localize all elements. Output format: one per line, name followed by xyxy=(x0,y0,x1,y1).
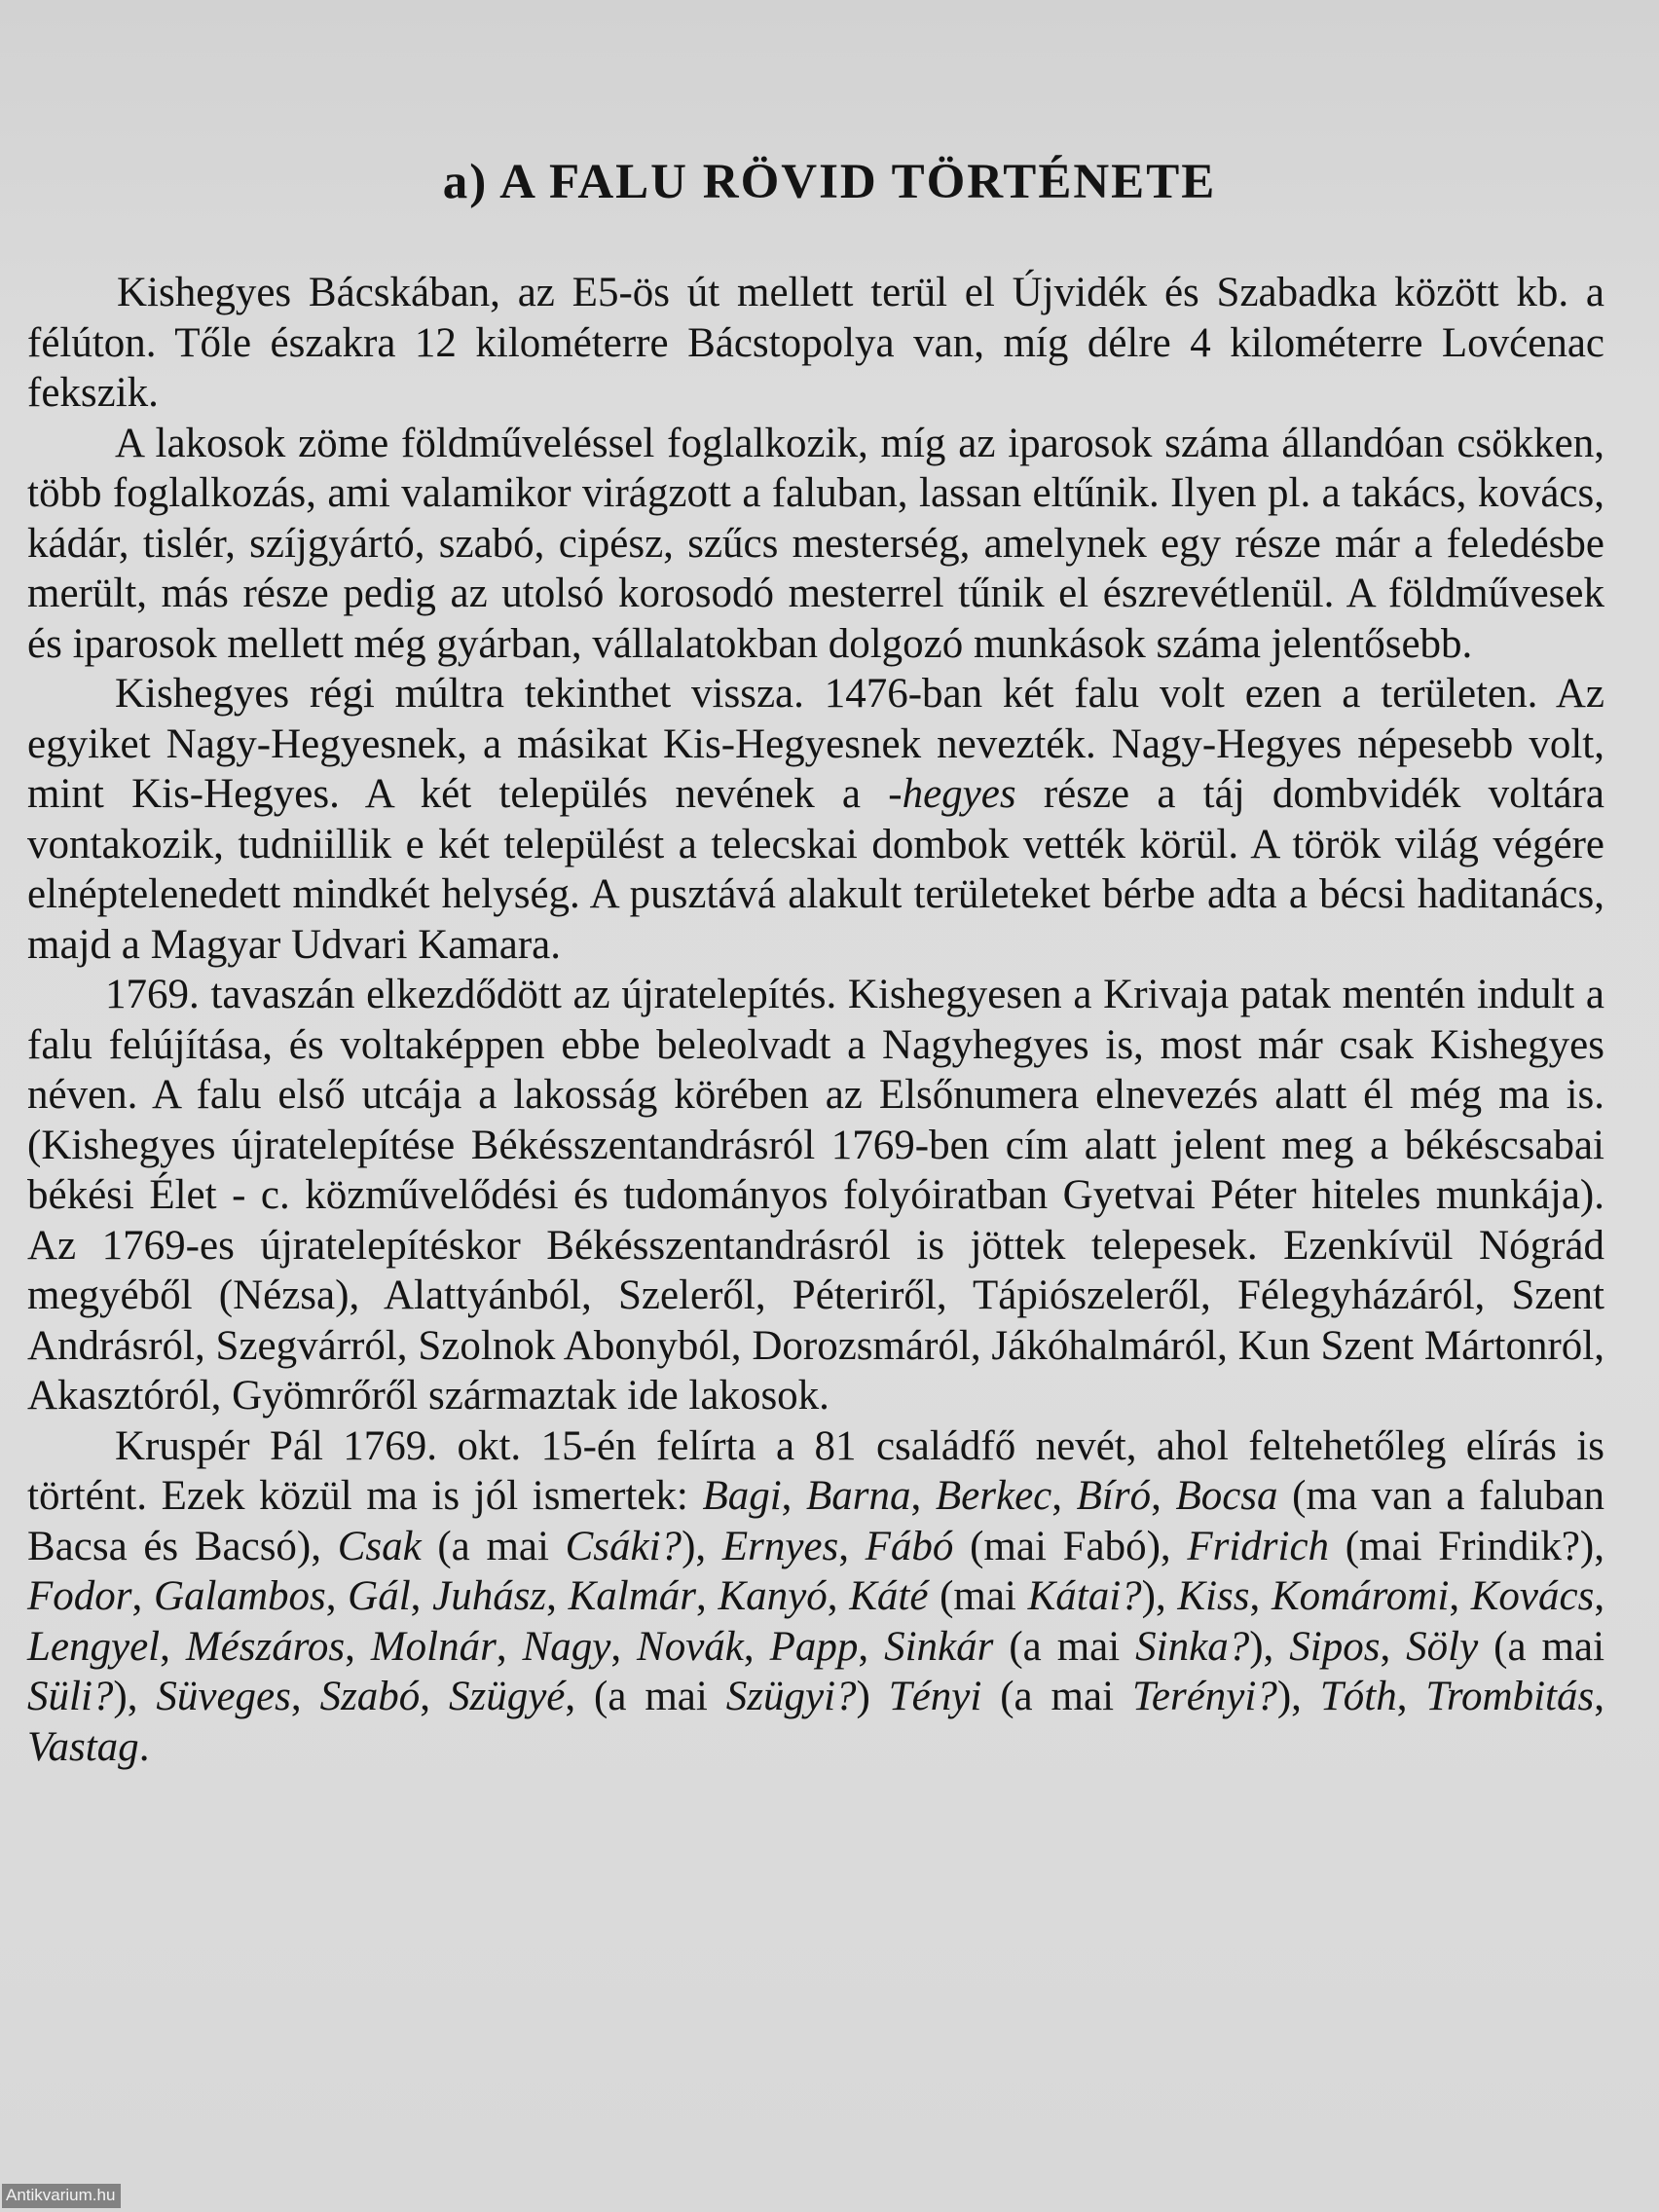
name-item: Szügyi? xyxy=(725,1674,857,1719)
name-item: Novák xyxy=(637,1623,744,1670)
name-item: Terényi? xyxy=(1131,1674,1277,1719)
hegyes-term: -hegyes xyxy=(888,771,1016,817)
paragraph-location: Kishegyes Bácskában, az E5-ös út mellett terül el Újvidék és Szabadka között kb. a félúton. Tőle északra 12 kilométerre Bácstopolya van, míg délre 4 kilométerre Lovćenac fekszik. xyxy=(27,270,1604,416)
paragraph-history xyxy=(27,669,1604,970)
paragraph-resettlement: 1769. tavaszán elkezdődött az újratelepítés. Kishegyesen a Krivaja patak mentén indult a falu felújítása, és voltaképpen ebbe beleolvadt a Nagyhegyes is, most már csak Kishegyes néven. A falu első utcája a lakosság körében az Elsőnumera elnevezés alatt él még ma is. (Kishegyes újratelepítése Békésszentandrásról 1769-ben cím alatt jelent meg a békéscsabai békési Élet - c. közművelődési és tudományos folyóiratban Gyetvai Péter hiteles munkája). Az 1769-es újratelepítéskor Békésszentandrásról is jöttek telepesek. Ezenkívül Nógrád megyéből (Nézsa), Alattyánból, Szeleről, Péteriről, Tápiószeleről, Félegyházáról, Szent Andrásról, Szegvárról, Szolnok Abonyból, Dorozsmáról, Jákóhalmáról, Kun Szent Mártonról, Akasztóról, Gyömrőről származtak ide lakosok. xyxy=(27,972,1604,1419)
name-item: Kanyó xyxy=(718,1573,828,1619)
name-item: Káté xyxy=(849,1573,929,1619)
name-item: Galambos xyxy=(153,1573,326,1619)
name-item: Vastag xyxy=(27,1723,139,1770)
name-item: Komáromi xyxy=(1271,1573,1450,1619)
name-item: Molnár xyxy=(370,1623,497,1670)
paragraph-occupations: A lakosok zöme földműveléssel foglalkozik, míg az iparosok száma állandóan csökken, több foglalkozás, ami valamikor virágzott a faluban, lassan eltűnik. Ilyen pl. a takács, kovács, kádár, tislér, szíjgyártó, szabó, cipész, szűcs mesterség, amelynek egy része már a feledésbe merült, más része pedig az utolsó korosodó mesterrel tűnik el észrevétlenül. A földművesek és iparosok mellett még gyárban, vállalatokban dolgozó munkások száma jelentősebb. xyxy=(27,420,1604,667)
name-item: Kiss xyxy=(1177,1573,1250,1619)
name-item: Gál xyxy=(348,1573,411,1619)
name-item: Fodor xyxy=(27,1573,132,1619)
name-note: (mai Fabó), xyxy=(953,1523,1188,1569)
name-item: Papp xyxy=(769,1623,859,1670)
name-item: Sinka? xyxy=(1135,1623,1250,1670)
name-item: Söly xyxy=(1406,1623,1479,1670)
name-item: Berkec xyxy=(935,1473,1052,1519)
name-item: Fábó xyxy=(865,1523,954,1569)
name-item: Süveges xyxy=(156,1674,291,1719)
name-item: Mészáros xyxy=(185,1623,346,1670)
name-note: (ma van a faluban Bacsa és Bacsó), xyxy=(27,1473,1604,1569)
name-item: Kalmár xyxy=(568,1573,697,1619)
name-item: Kátai? xyxy=(1027,1573,1142,1619)
history-text-b: része a táj dombvidék voltára vontakozik, tudniillik e két települést a telecskai dombok vették körül. A török világ végére elnéptelenedett mindkét helység. A pusztává alakult területeket bérbe adta a bécsi haditanács, majd a Magyar Udvari Kamara. xyxy=(27,771,1604,968)
name-note: (mai Frindik?), xyxy=(1329,1523,1604,1569)
name-item: Trombitás xyxy=(1425,1674,1595,1719)
names-intro: Kruspér Pál 1769. okt. 15-én felírta a 81 családfő nevét, ahol feltehetőleg elírás is történt. Ezek közül ma is jól ismertek: xyxy=(27,1422,1604,1519)
name-item: Sipos xyxy=(1289,1623,1381,1670)
name-item: Csak xyxy=(337,1523,422,1569)
body-text xyxy=(27,268,1604,1772)
name-item: Kovács xyxy=(1470,1573,1595,1619)
page-title: a) A FALU RÖVID TÖRTÉNETE xyxy=(442,155,1217,209)
name-item: Sinkár xyxy=(884,1623,994,1670)
name-item: Bagi xyxy=(702,1473,782,1519)
name-item: Tóth xyxy=(1319,1674,1397,1719)
name-item: Barna xyxy=(806,1473,911,1519)
paragraph-family-names: Kruspér Pál 1769. okt. 15-én felírta a 81 családfő nevét, ahol feltehetőleg elírás is történt. Ezek közül ma is jól ismertek: Bagi, Barna, Berkec, Bíró, Bocsa (ma van a faluban Bacsa és Bacsó), Csak (a mai Csáki?), Ernyes, Fábó (mai Fabó), Fridrich (mai Frindik?), Fodor, Galambos, Gál, Juhász, Kalmár, Kanyó, Káté (mai Kátai?), Kiss, Komáromi, Kovács, Lengyel, Mészáros, Molnár, Nagy, Novák, Papp, Sinkár (a mai Sinka?), Sipos, Söly (a mai Süli?), Süveges, Szabó, Szügyé, (a mai Szügyi?) Tényi (a mai Terényi?), Tóth, Trombitás, Vastag. xyxy=(27,1422,1605,1770)
name-item: Szabó xyxy=(319,1674,421,1719)
name-item: Lengyel xyxy=(27,1623,161,1670)
watermark-label: Antikvarium.hu xyxy=(2,2184,121,2208)
history-text-a: Kishegyes régi múltra tekinthet vissza. 1476-ban két falu volt ezen a területen. Az egyiket Nagy-Hegyesnek, a másikat Kis-Hegyesnek nevezték. Nagy-Hegyes népesebb volt, mint Kis-Hegyes. A két település nevének a xyxy=(27,671,1604,817)
name-item: Nagy xyxy=(522,1623,611,1670)
name-item: Tényi xyxy=(888,1674,982,1719)
name-item: Csáki? xyxy=(565,1523,682,1569)
name-item: Juhász xyxy=(432,1573,547,1619)
name-item: Bíró xyxy=(1076,1473,1152,1519)
name-item: Ernyes xyxy=(721,1523,839,1569)
name-item: Szügyé xyxy=(448,1674,566,1719)
name-item: Bocsa xyxy=(1175,1473,1278,1519)
name-item: Fridrich xyxy=(1187,1523,1330,1569)
name-item: Süli? xyxy=(27,1674,114,1719)
